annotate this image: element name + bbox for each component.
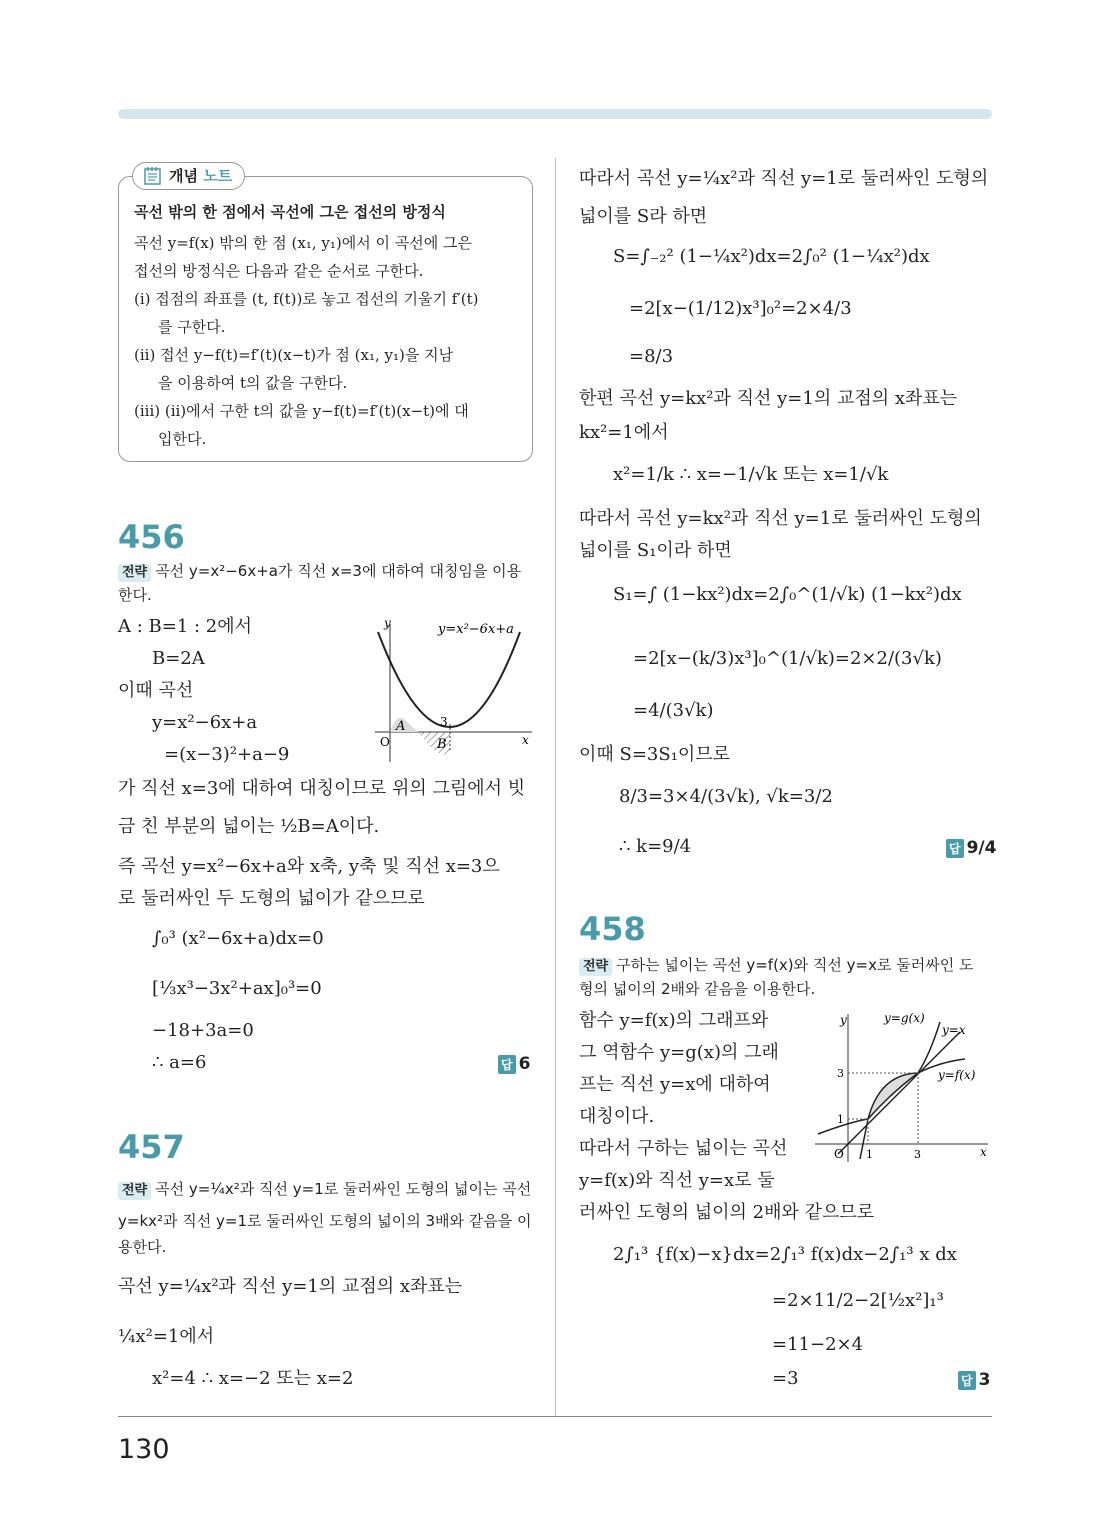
solution-line: 2∫₁³ {f(x)−x}dx=2∫₁³ f(x)dx−2∫₁³ x dx: [613, 1244, 957, 1265]
solution-line: y=x²−6x+a: [152, 712, 258, 733]
parabola-curve: [378, 632, 520, 727]
origin-label: O: [380, 735, 390, 749]
answer-value: 3: [978, 1370, 991, 1390]
concept-line: (iii) (ii)에서 구한 t의 값을 y−f(t)=f′(t)(x−t)에 대: [134, 402, 469, 420]
page-number: 130: [118, 1434, 170, 1465]
strategy-text: 곡선 y=¼x²과 직선 y=1로 둘러싸인 도형의 넓이는 곡선: [155, 1180, 532, 1198]
solution-line: 따라서 곡선 y=¼x²과 직선 y=1로 둘러싸인 도형의: [579, 168, 989, 189]
strategy-text: 용한다.: [118, 1238, 167, 1256]
x1-label: 1: [866, 1148, 873, 1161]
x3-label: 3: [914, 1148, 921, 1161]
concept-line: 입한다.: [158, 430, 207, 448]
solution-line: 함수 y=f(x)의 그래프와: [579, 1010, 769, 1031]
solution-line: 넓이를 S라 하면: [579, 206, 708, 227]
answer-tag: 답: [498, 1055, 516, 1074]
solution-line: 8/3=3×4/(3√k), √k=3/2: [619, 786, 833, 807]
solution-line: 금 친 부분의 넓이는 ½B=A이다.: [118, 816, 380, 837]
solution-line: ∫₀³ (x²−6x+a)dx=0: [152, 928, 324, 949]
solution-line: 이때 S=3S₁이므로: [579, 744, 731, 765]
solution-line: 러싸인 도형의 넓이의 2배와 같으므로: [579, 1202, 875, 1223]
a-label: A: [396, 719, 406, 734]
concept-line: (ii) 접선 y−f(t)=f′(t)(x−t)가 점 (x₁, y₁)을 지남: [134, 346, 454, 364]
concept-line: 곡선 y=f(x) 밖의 한 점 (x₁, y₁)에서 이 곡선에 그은: [134, 234, 472, 252]
three-label: 3: [440, 715, 448, 729]
solution-line: B=2A: [152, 648, 205, 669]
solution-line: 가 직선 x=3에 대하여 대칭이므로 위의 그림에서 빗: [118, 778, 526, 799]
concept-line: 를 구한다.: [158, 318, 226, 336]
f-label: y=f(x): [938, 1068, 976, 1082]
concept-heading: 곡선 밖의 한 점에서 곡선에 그은 접선의 방정식: [134, 203, 446, 221]
solution-line: A : B=1 : 2에서: [118, 616, 253, 637]
solution-line: 따라서 구하는 넓이는 곡선: [579, 1138, 788, 1159]
note-icon: [143, 166, 163, 186]
x-label: x: [980, 1145, 987, 1159]
solution-line: −18+3a=0: [152, 1020, 254, 1041]
x-label: x: [522, 733, 529, 747]
origin-label: O: [834, 1147, 844, 1161]
answer-458: [958, 1370, 990, 1390]
solution-line: =3: [772, 1368, 799, 1389]
strategy-text: 구하는 넓이는 곡선 y=f(x)와 직선 y=x로 둘러싸인 도: [616, 956, 974, 974]
strategy-text: 한다.: [118, 586, 152, 604]
solution-line: =11−2×4: [772, 1334, 864, 1355]
footer-rule: [118, 1416, 992, 1417]
curve-g: [860, 1022, 940, 1159]
inverse-function-graph: [810, 1004, 995, 1164]
solution-line: x²=1/k ∴ x=−1/√k 또는 x=1/√k: [613, 464, 889, 485]
solution-line: ¼x²=1에서: [118, 1326, 215, 1347]
strategy-text: y=kx²과 직선 y=1로 둘러싸인 도형의 넓이의 3배와 같음을 이: [118, 1212, 532, 1230]
solution-line: ∴ a=6: [152, 1052, 207, 1073]
solution-line: =4/(3√k): [633, 700, 714, 721]
strategy-text: 형의 넓이의 2배와 같음을 이용한다.: [579, 980, 816, 998]
solution-line: [⅓x³−3x²+ax]₀³=0: [152, 978, 322, 999]
solution-line: x²=4 ∴ x=−2 또는 x=2: [152, 1368, 354, 1389]
problem-number-457: 457: [118, 1128, 185, 1166]
solution-line: 이때 곡선: [118, 680, 194, 701]
solution-line: 넓이를 S₁이라 하면: [579, 540, 732, 561]
strategy-tag: 전략: [118, 1182, 151, 1200]
line-y-equals-x: [838, 1032, 960, 1154]
problem-number-458: 458: [579, 910, 646, 948]
solution-line: =2[x−(1/12)x³]₀²=2×4/3: [629, 298, 852, 319]
yx-label: y=x: [942, 1023, 966, 1037]
answer-tag: 답: [958, 1371, 976, 1390]
solution-line: 곡선 y=¼x²과 직선 y=1의 교점의 x좌표는: [118, 1276, 463, 1297]
answer-456: [498, 1054, 530, 1074]
curve-label: y=x²−6x+a: [438, 622, 514, 637]
column-divider: [555, 158, 556, 1416]
concept-line: 을 이용하여 t의 값을 구한다.: [158, 374, 348, 392]
g-label: y=g(x): [884, 1011, 925, 1025]
solution-line: =8/3: [629, 346, 674, 367]
strategy-tag: 전략: [579, 958, 612, 976]
solution-line: =2×11/2−2[½x²]₁³: [772, 1290, 944, 1311]
solution-line: =2[x−(k/3)x³]₀^(1/√k)=2×2/(3√k): [633, 648, 942, 669]
solution-line: 그 역함수 y=g(x)의 그래: [579, 1042, 779, 1063]
y-label: y: [840, 1013, 847, 1027]
strategy-tag: 전략: [118, 564, 151, 582]
answer-value: 6: [518, 1054, 531, 1074]
solution-line: S=∫₋₂² (1−¼x²)dx=2∫₀² (1−¼x²)dx: [613, 246, 930, 267]
solution-line: 프는 직선 y=x에 대하여: [579, 1074, 771, 1095]
answer-tag: 답: [946, 839, 964, 858]
solution-line: 로 둘러싸인 두 도형의 넓이가 같으므로: [118, 888, 425, 909]
solution-line: S₁=∫ (1−kx²)dx=2∫₀^(1/√k) (1−kx²)dx: [613, 584, 962, 605]
solution-line: 대칭이다.: [579, 1106, 655, 1127]
tab-word2: 노트: [203, 167, 233, 185]
solution-line: kx²=1에서: [579, 422, 669, 443]
parabola-graph: [360, 612, 540, 767]
answer-value: 9/4: [966, 838, 997, 858]
solution-line: 한편 곡선 y=kx²과 직선 y=1의 교점의 x좌표는: [579, 388, 958, 409]
solution-line: y=f(x)와 직선 y=x로 둘: [579, 1170, 775, 1191]
strategy-text: 곡선 y=x²−6x+a가 직선 x=3에 대하여 대칭임을 이용: [155, 562, 522, 580]
top-bar: [118, 109, 992, 119]
tab-word1: 개념: [169, 167, 198, 185]
concept-line: (i) 접점의 좌표를 (t, f(t))로 놓고 접선의 기울기 f′(t): [134, 290, 479, 308]
solution-line: =(x−3)²+a−9: [164, 744, 290, 765]
y1-label: 1: [837, 1113, 844, 1126]
y-label: y: [384, 616, 391, 630]
b-label: B: [437, 737, 447, 752]
solution-line: ∴ k=9/4: [619, 836, 692, 857]
concept-line: 접선의 방정식은 다음과 같은 순서로 구한다.: [134, 262, 424, 280]
concept-note-tab: [132, 162, 245, 190]
solution-line: 즉 곡선 y=x²−6x+a와 x축, y축 및 직선 x=3으: [118, 856, 500, 877]
answer-457: [946, 838, 996, 858]
solution-line: 따라서 곡선 y=kx²과 직선 y=1로 둘러싸인 도형의: [579, 508, 982, 529]
problem-number-456: 456: [118, 518, 185, 556]
y3-label: 3: [837, 1067, 844, 1080]
